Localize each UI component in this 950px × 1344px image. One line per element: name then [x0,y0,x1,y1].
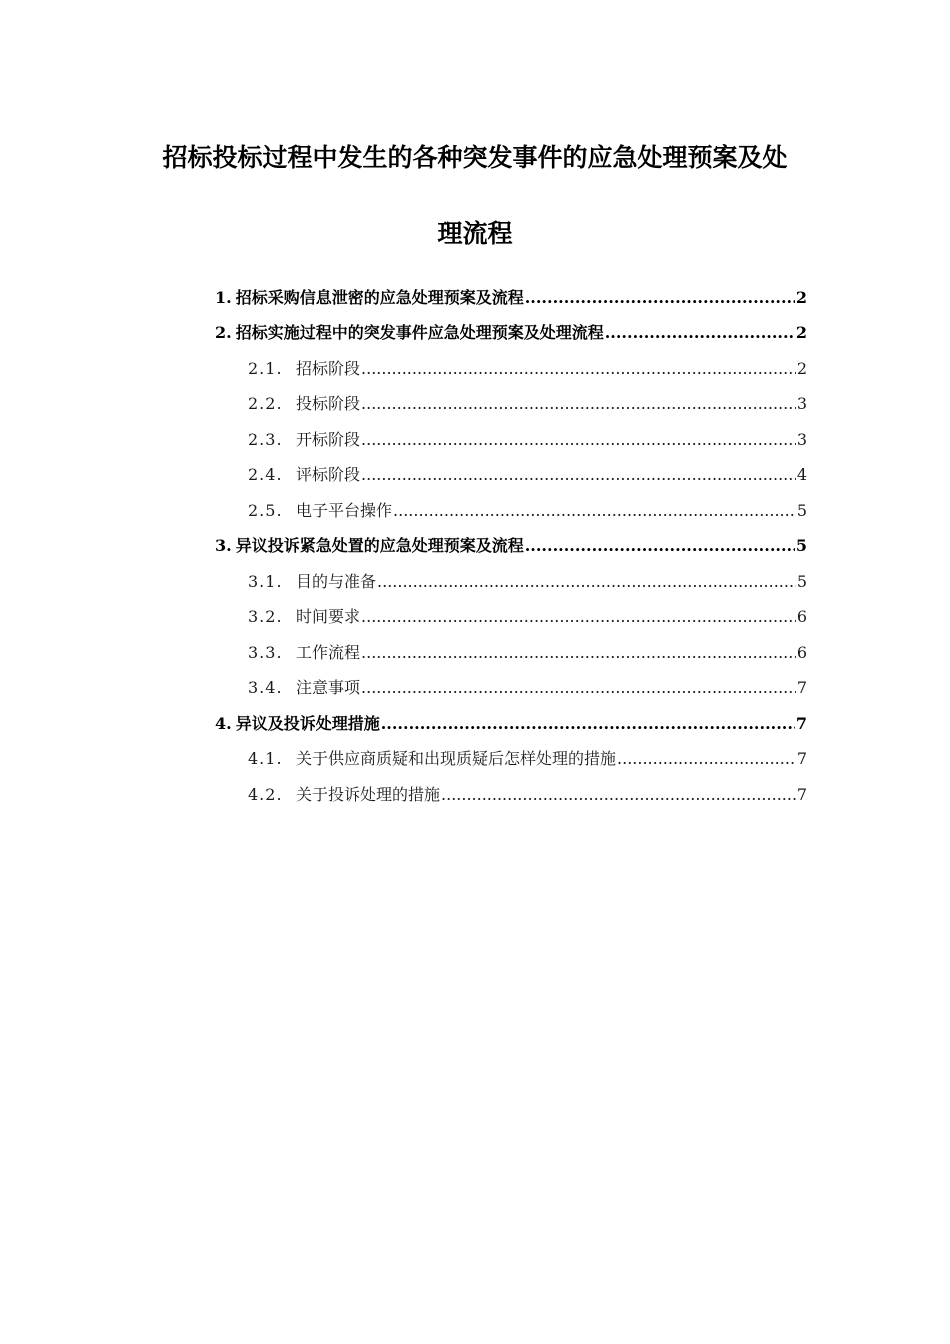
toc-leader-dots [361,394,796,414]
toc-entry-2-4[interactable] [248,455,807,485]
toc-leader-dots [617,749,796,769]
toc-entry-page: 7 [796,678,807,697]
toc-entry-page: 7 [796,785,807,804]
toc-leader-dots [361,465,796,485]
toc-entry-4-2[interactable] [248,775,807,805]
toc-leader-dots [361,430,796,450]
toc-entry-text: 开标阶段 [296,430,361,449]
toc-entry-3-1[interactable] [248,562,807,592]
toc-entry-number: 4. [215,714,232,733]
toc-entry-text: 投标阶段 [296,394,361,413]
toc-entry-page: 2 [795,323,807,342]
toc-leader-dots [361,607,796,627]
document-title-line-2: 理流程 [437,219,513,248]
toc-entry-text: 工作流程 [296,643,361,662]
toc-entry-number: 3. [215,536,232,555]
toc-leader-dots [525,288,795,308]
toc-entry-text: 注意事项 [296,678,361,697]
toc-entry-3-3[interactable] [248,633,807,663]
toc-entry-page: 7 [796,749,807,768]
toc-entry-number: 1. [215,288,232,307]
toc-entry-number: 2.1. [248,359,283,378]
toc-entry-text: 异议投诉紧急处置的应急处理预案及流程 [235,536,524,555]
toc-entry-3-2[interactable] [248,597,807,627]
toc-entry-page: 5 [795,536,807,555]
toc-entry-text: 目的与准备 [296,572,377,591]
toc-entry-page: 3 [796,430,807,449]
toc-entry-2-5[interactable] [248,491,807,521]
toc-entry-4[interactable] [215,704,807,734]
toc-entry-number: 3.4. [248,678,283,697]
toc-entry-number: 3.2. [248,607,283,626]
toc-entry-1[interactable] [215,278,807,308]
toc-leader-dots [361,678,796,698]
toc-entry-page: 4 [796,465,807,484]
toc-entry-3[interactable] [215,526,807,556]
toc-entry-text: 招标采购信息泄密的应急处理预案及流程 [235,288,524,307]
toc-entry-text: 时间要求 [296,607,361,626]
toc-leader-dots [361,359,796,379]
toc-entry-number: 4.2. [248,785,283,804]
toc-entry-page: 6 [796,643,807,662]
toc-entry-number: 3.1. [248,572,283,591]
toc-entry-text: 关于供应商质疑和出现质疑后怎样处理的措施 [296,749,617,768]
toc-entry-text: 关于投诉处理的措施 [296,785,441,804]
toc-entry-number: 2.5. [248,501,283,520]
toc-entry-text: 招标阶段 [296,359,361,378]
toc-entry-number: 2.4. [248,465,283,484]
toc-entry-2[interactable] [215,313,807,343]
toc-entry-page: 5 [796,501,807,520]
toc-entry-page: 2 [796,359,807,378]
toc-entry-2-2[interactable] [248,384,807,414]
toc-entry-text: 电子平台操作 [296,501,393,520]
toc-leader-dots [605,323,795,343]
toc-entry-number: 2.3. [248,430,283,449]
toc-entry-page: 7 [795,714,807,733]
toc-entry-4-1[interactable] [248,739,807,769]
toc-leader-dots [441,785,796,805]
toc-leader-dots [525,536,795,556]
toc-leader-dots [393,501,796,521]
toc-entry-text: 异议及投诉处理措施 [235,714,380,733]
toc-entry-text: 招标实施过程中的突发事件应急处理预案及处理流程 [235,323,604,342]
toc-leader-dots [361,643,796,663]
toc-leader-dots [377,572,796,592]
toc-entry-number: 4.1. [248,749,283,768]
toc-entry-2-1[interactable] [248,349,807,379]
toc-entry-number: 2. [215,323,232,342]
toc-entry-page: 2 [795,288,807,307]
toc-entry-3-4[interactable] [248,668,807,698]
toc-entry-page: 6 [796,607,807,626]
document-title-line-1: 招标投标过程中发生的各种突发事件的应急处理预案及处 [162,143,788,172]
toc-entry-page: 3 [796,394,807,413]
toc-entry-2-3[interactable] [248,420,807,450]
toc-entry-number: 2.2. [248,394,283,413]
toc-entry-text: 评标阶段 [296,465,361,484]
toc-entry-number: 3.3. [248,643,283,662]
toc-entry-page: 5 [796,572,807,591]
toc-leader-dots [381,714,795,734]
